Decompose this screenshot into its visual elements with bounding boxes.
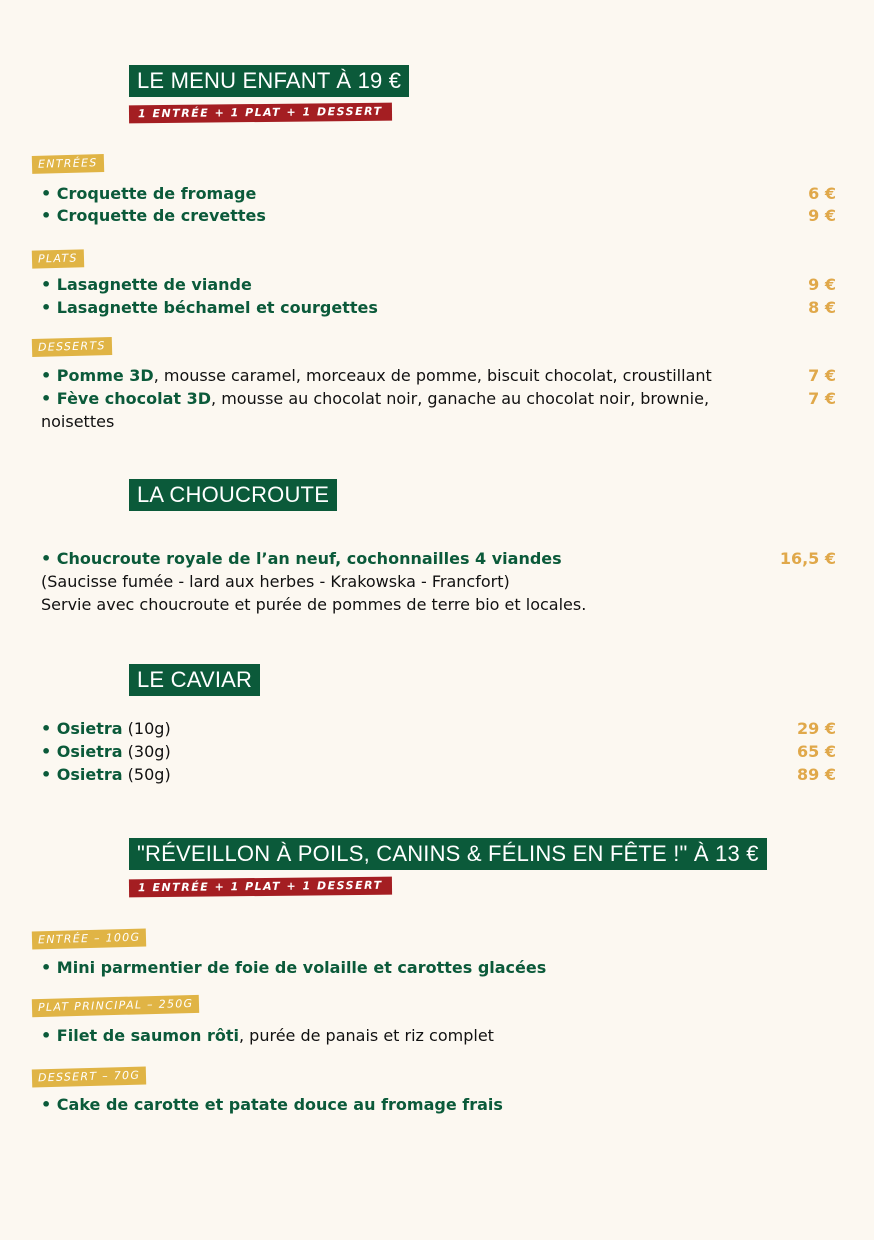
item-price: 6 € <box>808 184 836 203</box>
entrees-label: ENTRÉES <box>32 154 104 174</box>
desserts-label: DESSERTS <box>32 337 112 357</box>
item-name: • Pomme 3D <box>41 366 154 385</box>
item-name: • Choucroute royale de l’an neuf, cochonnailles 4 viandes <box>41 549 562 568</box>
item-name: • Lasagnette béchamel et courgettes <box>41 298 378 317</box>
reveillon-entree-label: ENTRÉE – 100G <box>32 929 147 950</box>
list-item <box>41 956 736 979</box>
item-name: • Filet de saumon rôti <box>41 1026 239 1045</box>
item-price: 16,5 € <box>779 549 836 568</box>
item-price: 29 € <box>797 719 836 738</box>
item-price: 65 € <box>797 742 836 761</box>
item-description: (50g) <box>122 765 171 784</box>
item-serving: Servie avec choucroute et purée de pommes de terre bio et locales. <box>41 595 587 614</box>
item-name: • Lasagnette de viande <box>41 275 252 294</box>
reveillon-title: "RÉVEILLON À POILS, CANINS & FÉLINS EN FÊTE !" À 13 € <box>129 838 767 870</box>
item-name: • Croquette de fromage <box>41 184 257 203</box>
kids-menu-title: LE MENU ENFANT À 19 € <box>129 65 409 97</box>
item-name: • Osietra <box>41 742 123 761</box>
list-item <box>41 296 736 319</box>
kids-menu-subtitle: 1 ENTRÉE + 1 PLAT + 1 DESSERT <box>129 103 392 124</box>
item-name: • Croquette de crevettes <box>41 206 266 225</box>
item-price: 9 € <box>808 275 836 294</box>
list-item <box>41 740 736 763</box>
list-item <box>41 763 736 786</box>
item-description: (30g) <box>122 742 171 761</box>
item-detail: (Saucisse fumée - lard aux herbes - Krakowska - Francfort) <box>41 572 510 591</box>
item-name: • Osietra <box>41 765 123 784</box>
list-item <box>41 1093 736 1116</box>
list-item <box>41 204 736 227</box>
item-price: 9 € <box>808 206 836 225</box>
list-item <box>41 387 736 433</box>
caviar-title: LE CAVIAR <box>129 664 260 696</box>
reveillon-dessert-label: DESSERT – 70G <box>32 1067 147 1088</box>
item-price: 89 € <box>797 765 836 784</box>
item-name: • Cake de carotte et patate douce au fromage frais <box>41 1095 503 1114</box>
item-description: , mousse au chocolat noir, ganache au chocolat noir, brownie, noisettes <box>41 389 710 431</box>
choucroute-title: LA CHOUCROUTE <box>129 479 337 511</box>
item-price: 7 € <box>808 366 836 385</box>
plats-label: PLATS <box>32 249 84 268</box>
item-description: , mousse caramel, morceaux de pomme, biscuit chocolat, croustillant <box>153 366 712 385</box>
reveillon-subtitle: 1 ENTRÉE + 1 PLAT + 1 DESSERT <box>129 877 392 898</box>
list-item <box>41 273 736 296</box>
item-description: , purée de panais et riz complet <box>239 1026 494 1045</box>
item-name: • Mini parmentier de foie de volaille et carottes glacées <box>41 958 547 977</box>
list-item <box>41 1024 736 1047</box>
item-price: 7 € <box>808 389 836 408</box>
reveillon-plat-label: PLAT PRINCIPAL – 250G <box>32 995 200 1017</box>
list-item <box>41 182 736 205</box>
item-description: (10g) <box>122 719 171 738</box>
item-price: 8 € <box>808 298 836 317</box>
item-name: • Fève chocolat 3D <box>41 389 212 408</box>
list-item <box>41 717 736 740</box>
item-name: • Osietra <box>41 719 123 738</box>
list-item <box>41 364 736 387</box>
list-item <box>41 547 736 616</box>
